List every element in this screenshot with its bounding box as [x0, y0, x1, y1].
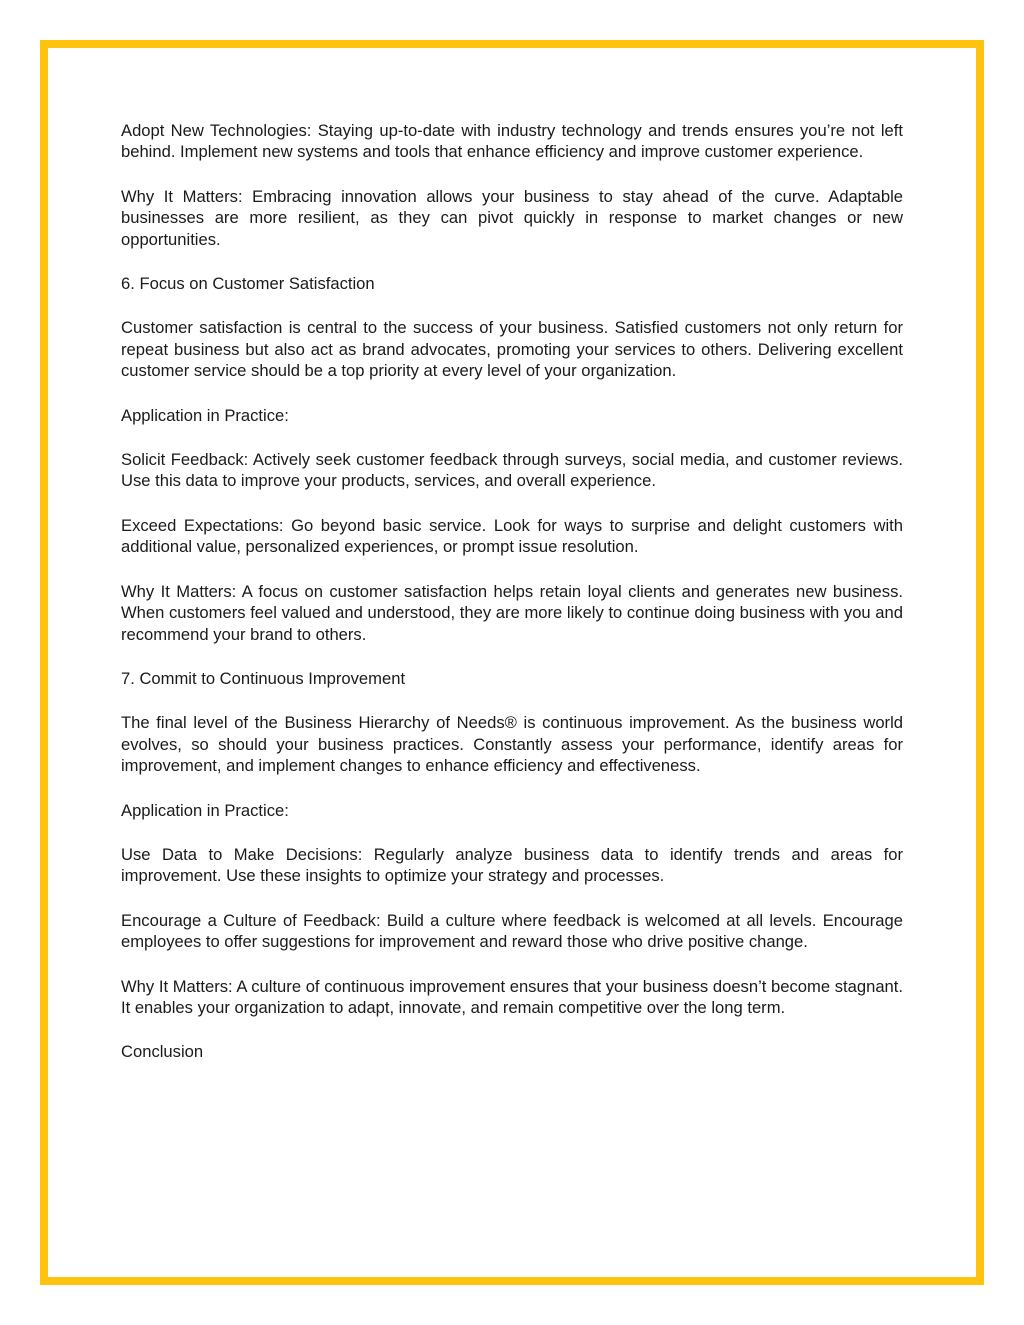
paragraph-customer-satisfaction-intro: Customer satisfaction is central to the success of your business. Satisfied customers not only return for repeat business but also act as brand advocates, promoting your services to others. Delivering excellent customer service should be a top priority at every level of your organization. — [121, 318, 903, 381]
paragraph-solicit-feedback: Solicit Feedback: Actively seek customer feedback through surveys, social media, and customer reviews. Use this data to improve your products, services, and overall experience. — [121, 450, 903, 491]
paragraph-why-it-matters-innovation: Why It Matters: Embracing innovation allows your business to stay ahead of the curve. Adaptable businesses are more resilient, as they can pivot quickly in response to market changes or new opportunities. — [121, 186, 903, 249]
paragraph-adopt-new-technologies: Adopt New Technologies: Staying up-to-date with industry technology and trends ensures you’re not left behind. Implement new systems and tools that enhance efficiency and improve customer experience. — [121, 121, 903, 162]
section-heading-customer-satisfaction: 6. Focus on Customer Satisfaction — [121, 274, 375, 294]
paragraph-exceed-expectations: Exceed Expectations: Go beyond basic service. Look for ways to surprise and delight customers with additional value, personalized experiences, or prompt issue resolution. — [121, 515, 903, 557]
paragraph-culture-of-feedback: Encourage a Culture of Feedback: Build a culture where feedback is welcomed at all levels. Encourage employees to offer suggestions for improvement and reward those who drive positive change. — [121, 910, 903, 952]
section-heading-continuous-improvement: 7. Commit to Continuous Improvement — [121, 668, 406, 688]
paragraph-use-data-to-make-decisions: Use Data to Make Decisions: Regularly analyze business data to identify trends and areas for improvement. Use these insights to optimize your strategy and processes. — [121, 844, 903, 886]
paragraph-why-it-matters-satisfaction: Why It Matters: A focus on customer satisfaction helps retain loyal clients and generates new business. When customers feel valued and understood, they are more likely to continue doing business with you and recommend your brand to others. — [121, 581, 903, 644]
section-heading-conclusion: Conclusion — [121, 1042, 204, 1062]
document-body — [121, 120, 903, 1086]
subheading-application-in-practice: Application in Practice: — [121, 800, 289, 820]
subheading-application-in-practice: Application in Practice: — [121, 405, 289, 425]
paragraph-continuous-improvement-intro: The final level of the Business Hierarchy of Needs® is continuous improvement. As the business world evolves, so should your business practices. Constantly assess your performance, identify areas for improvement, and implement changes to enhance efficiency and effectiveness. — [121, 713, 903, 776]
paragraph-why-it-matters-improvement: Why It Matters: A culture of continuous improvement ensures that your business doesn’t become stagnant. It enables your organization to adapt, innovate, and remain competitive over the long term. — [121, 976, 903, 1017]
